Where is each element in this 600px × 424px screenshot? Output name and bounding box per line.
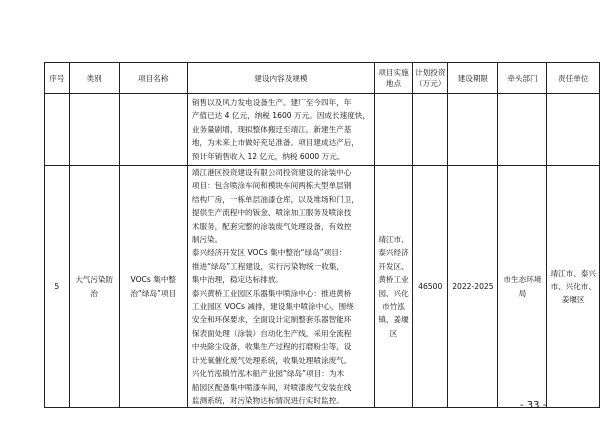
content-line: 产值已达 4 亿元，纳税 1600 万元。因成长速度快， xyxy=(191,111,370,121)
content-line: 制污染。 xyxy=(191,235,223,245)
table-row xyxy=(45,166,600,408)
content-line: 推进“绿岛”工程建设，实行污染物统一收集， xyxy=(191,261,345,271)
cell-location: 靖江市、泰兴经济开发区、黄桥工业园、兴化市竹泓镇、姜堰区 xyxy=(374,166,412,408)
content-line: 业务量剧增，现拟整体搬迁至靖江，新建生产基 xyxy=(191,124,352,134)
cell-period: 2022-2025 xyxy=(448,166,498,408)
header-responsible-unit: 责任单位 xyxy=(547,63,600,94)
content-line: 安全和环保要求，全面设计定制整套乐器智能环 xyxy=(191,315,352,325)
content-line: 监测系统，对污染物达标情况进行实时监控。 xyxy=(191,395,344,405)
cell-investment: 46500 xyxy=(413,166,448,408)
header-number: 序号 xyxy=(45,63,70,94)
header-investment: 计划投资（万元） xyxy=(413,63,448,94)
page-number: - 33 - xyxy=(520,400,547,411)
cell-location xyxy=(374,94,412,166)
content-line: 保表面处理（涂装）自动化生产线，采用全流程 xyxy=(191,328,352,338)
content-line: 泰兴经济开发区 VOCs 集中整治“绿岛”项目： xyxy=(191,248,347,258)
table-row xyxy=(45,94,600,166)
header-location: 项目实施地点 xyxy=(374,63,412,94)
cell-period xyxy=(448,94,498,166)
header-project-name: 项目名称 xyxy=(119,63,187,94)
content-line: 结构厂房，一栋单层油漆仓库，以及堆场和门卫， xyxy=(191,194,359,204)
header-period: 建设期限 xyxy=(448,63,498,94)
content-line: 提供生产流程中的钣金、喷涂加工服务及喷涂技 xyxy=(191,208,352,218)
table-header-row xyxy=(45,63,600,94)
header-content: 建设内容及规模 xyxy=(187,63,374,94)
cell-number: 5 xyxy=(45,166,70,408)
content-line: 中央除尘设备，收集生产过程的打磨粉尘等，设 xyxy=(191,342,352,352)
content-line: 工业园区 VOCs 减排，建设集中喷涂中心，围绕 xyxy=(191,302,354,312)
content-line: 预计年销售收入 12 亿元，纳税 6000 万元。 xyxy=(191,151,345,161)
content-line: 兴化竹泓镇竹泓木船产业园“绿岛”项目：为木 xyxy=(191,369,345,379)
header-category: 类别 xyxy=(69,63,119,94)
content-line: 船园区配备集中喷漆车间，对喷漆废气安装在线 xyxy=(191,382,352,392)
cell-category xyxy=(69,94,119,166)
cell-category: 大气污染防治 xyxy=(69,166,119,408)
cell-responsible-unit xyxy=(547,94,600,166)
content-line: 地，为未来上市做好充足准备。项目建成达产后， xyxy=(191,138,359,148)
content-line: 术服务，配套完整的涂装废气处理设备，有效控 xyxy=(191,221,352,231)
content-line: 靖江港区投资建设有限公司投资建设的涂装中心 xyxy=(191,168,352,177)
header-lead-department: 牵头部门 xyxy=(498,63,547,94)
cell-content xyxy=(187,94,374,166)
cell-content xyxy=(187,166,374,408)
cell-project-name xyxy=(119,94,187,166)
cell-responsible-unit: 靖江市、泰兴市、兴化市、姜堰区 xyxy=(547,166,600,408)
cell-investment xyxy=(413,94,448,166)
cell-lead-department: 市生态环境局 xyxy=(498,166,547,408)
content-line: 项目：包含喷涂车间和模块车间两栋大型单层钢 xyxy=(191,181,352,191)
project-table xyxy=(44,62,600,408)
content-line: 计光氧催化废气处理系统，收集处理喷涂废气。 xyxy=(191,355,352,365)
cell-lead-department xyxy=(498,94,547,166)
content-line: 销售以及风力发电设备生产。建厂至今四年，年 xyxy=(191,97,352,107)
cell-number xyxy=(45,94,70,166)
content-line: 集中治理，稳定达标排放。 xyxy=(191,275,284,285)
content-line: 泰兴黄桥工业园区乐器集中喷涂中心：推进黄桥 xyxy=(191,288,352,298)
cell-project-name: VOCs 集中整治“绿岛”项目 xyxy=(119,166,187,408)
